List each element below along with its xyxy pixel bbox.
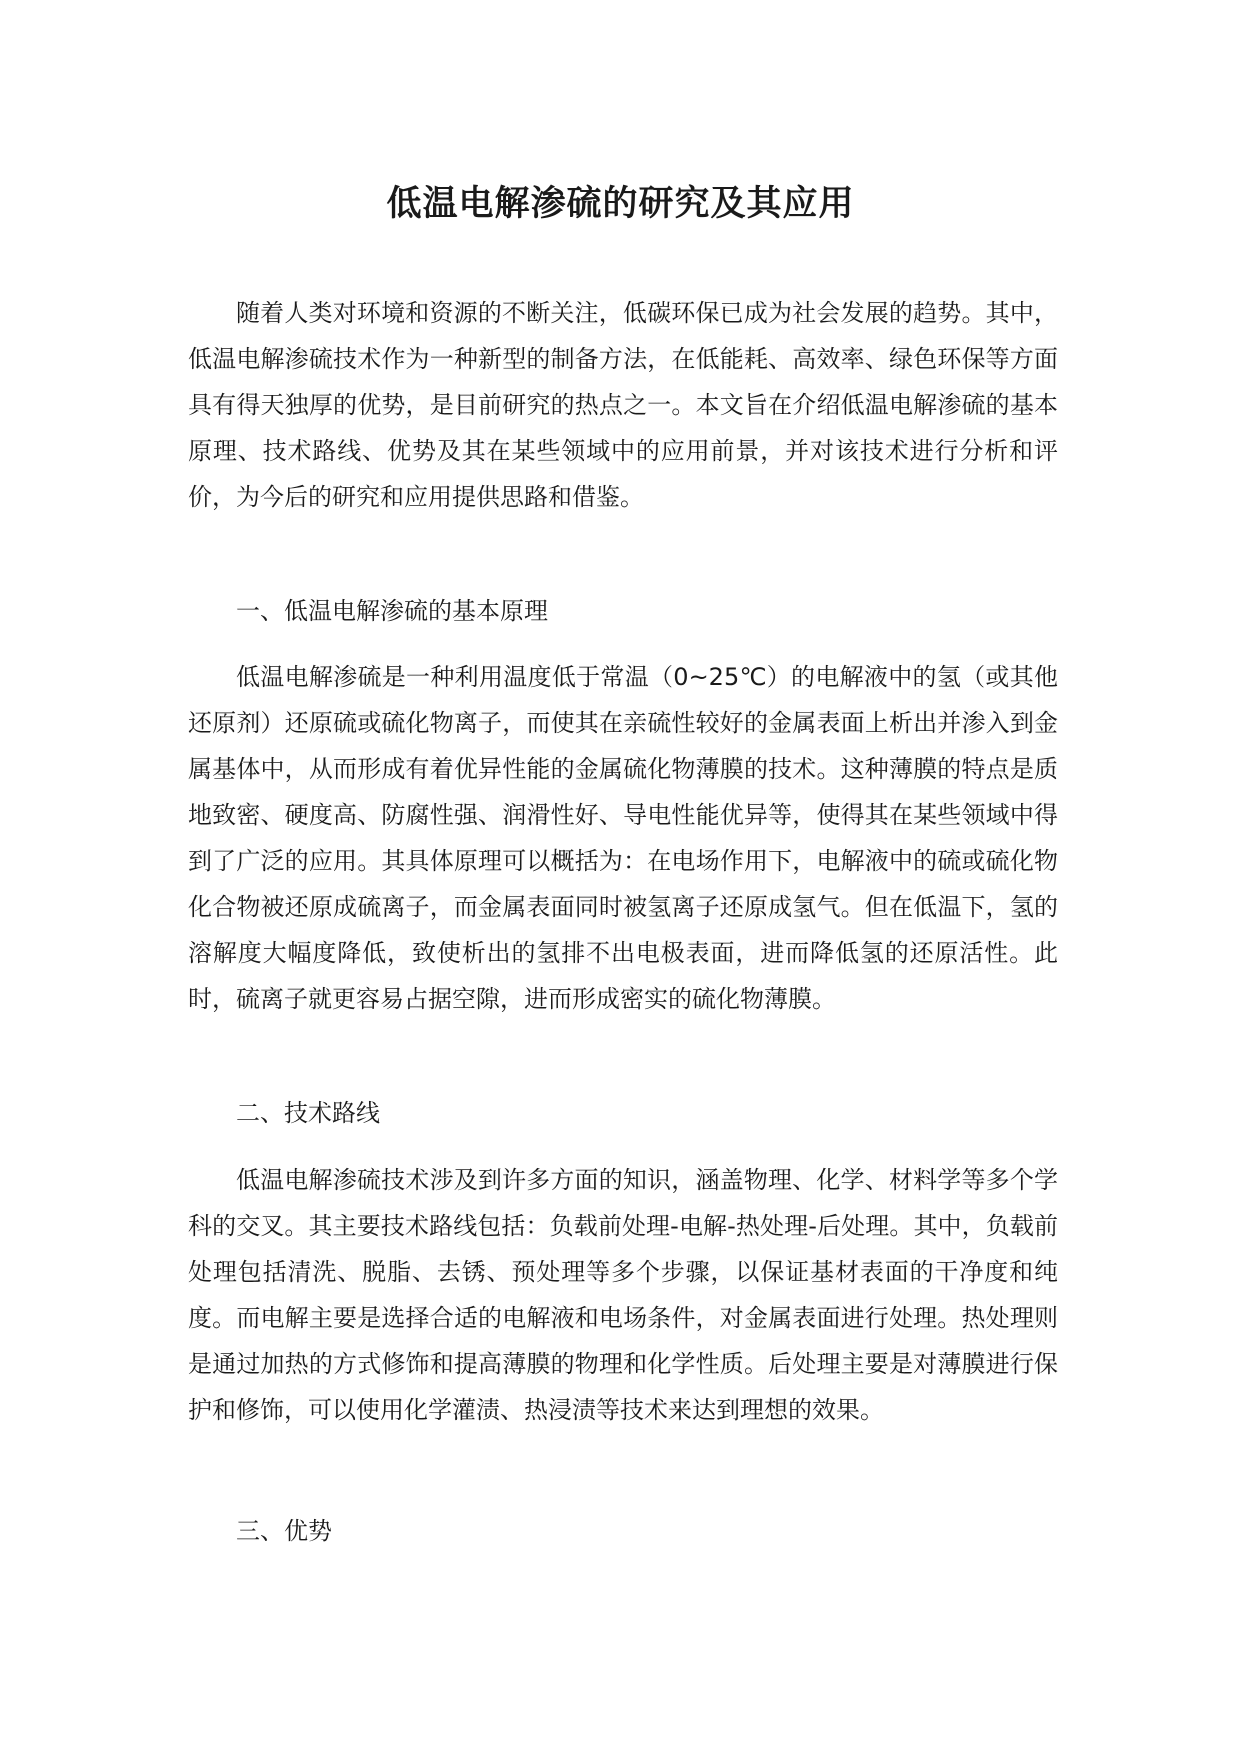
section-heading-advantages: 三、优势 [236,1517,332,1545]
section-heading-technical-route: 二、技术路线 [236,1099,380,1127]
document-title: 低温电解渗硫的研究及其应用 [386,184,855,224]
section-body-technical-route: 低温电解渗硫技术涉及到许多方面的知识，涵盖物理、化学、材料学等多个学科的交叉。其主要技术路线包括：负载前处理-电解-热处理-后处理。其中，负载前处理包括清洗、脱脂、去锈、预处理等多个步骤，以保证基材表面的干净度和纯度。而电解主要是选择合适的电解液和电场条件，对金属表面进行处理。热处理则是通过加热的方式修饰和提高薄膜的物理和化学性质。后处理主要是对薄膜进行保护和修饰，可以使用化学灌渍、热浸渍等技术来达到理想的效果。 [188,1166,1058,1424]
intro-paragraph: 随着人类对环境和资源的不断关注，低碳环保已成为社会发展的趋势。其中，低温电解渗硫技术作为一种新型的制备方法，在低能耗、高效率、绿色环保等方面具有得天独厚的优势，是目前研究的热点之一。本文旨在介绍低温电解渗硫的基本原理、技术路线、优势及其在某些领域中的应用前景，并对该技术进行分析和评价，为今后的研究和应用提供思路和借鉴。 [188,299,1058,511]
section-body-principle: 低温电解渗硫是一种利用温度低于常温（0~25℃）的电解液中的氢（或其他还原剂）还原硫或硫化物离子，而使其在亲硫性较好的金属表面上析出并渗入到金属基体中，从而形成有着优异性能的金属硫化物薄膜的技术。这种薄膜的特点是质地致密、硬度高、防腐性强、润滑性好、导电性能优异等，使得其在某些领域中得到了广泛的应用。其具体原理可以概括为：在电场作用下，电解液中的硫或硫化物化合物被还原成硫离子，而金属表面同时被氢离子还原成氢气。但在低温下，氢的溶解度大幅度降低，致使析出的氢排不出电极表面，进而降低氢的还原活性。此时，硫离子就更容易占据空隙，进而形成密实的硫化物薄膜。 [188,663,1058,1013]
section-heading-principle: 一、低温电解渗硫的基本原理 [236,597,548,625]
